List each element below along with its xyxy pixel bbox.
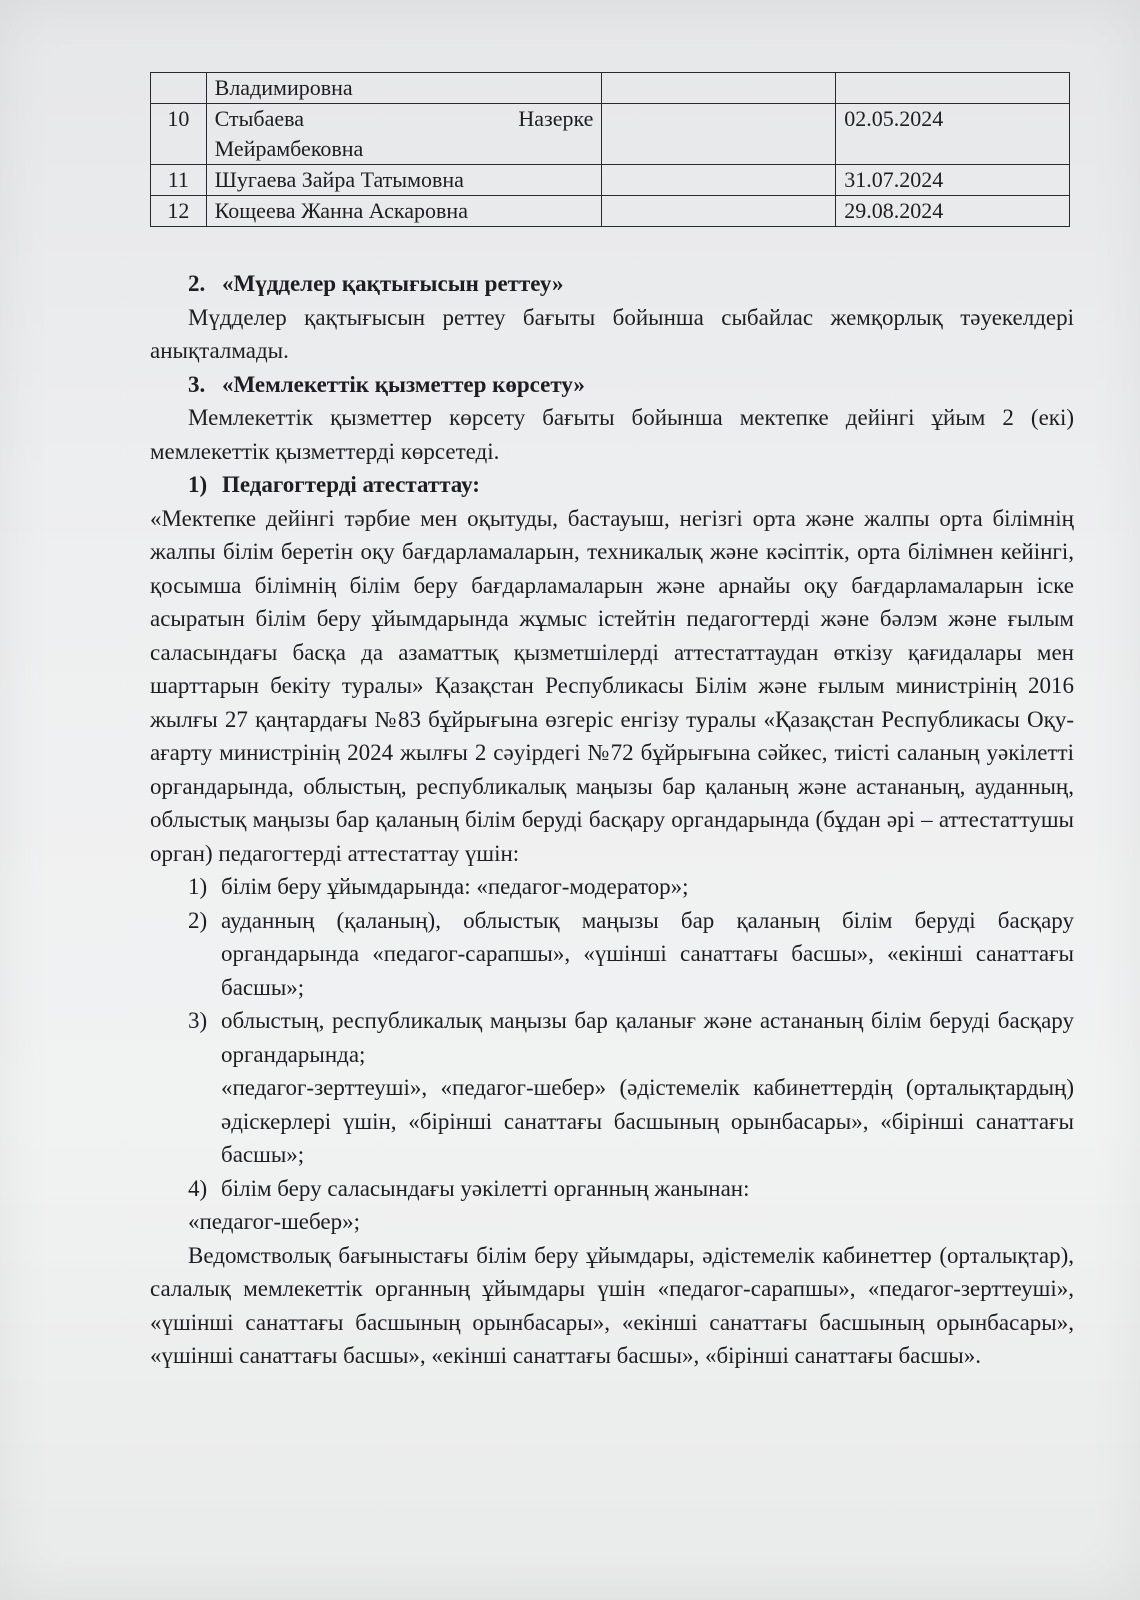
row-name-line: Кощеева Жанна Аскаровна xyxy=(214,198,468,223)
row-number: 12 xyxy=(151,196,207,227)
list-marker: 2) xyxy=(188,907,208,933)
row-empty-cell xyxy=(602,165,836,196)
list-marker: 4) xyxy=(188,1175,208,1201)
section-2-heading xyxy=(150,267,1074,301)
list-text: ауданның (қаланың), облыстық маңызы бар қаланың білім беруді басқару органдарында «педагог-сарапшы», «үшінші санаттағы басшы», «екінші санаттағы басшы»; xyxy=(221,907,1074,1000)
row-date: 29.08.2024 xyxy=(836,196,1070,227)
row-date: 02.05.2024 xyxy=(836,104,1070,165)
list-item xyxy=(150,1004,1074,1071)
list-text: білім беру ұйымдарында: «педагог-модератор»; xyxy=(221,874,689,899)
row-name xyxy=(206,196,602,227)
list-text: облыстың, республикалық маңызы бар қаланығ және астананың білім беруді басқару органдарында; xyxy=(221,1008,1074,1067)
row-empty-cell xyxy=(602,196,836,227)
row-name xyxy=(206,73,602,104)
attestation-list xyxy=(150,870,1074,1071)
row-name-line: Шугаева Зайра Татымовна xyxy=(214,167,464,192)
list-item xyxy=(150,904,1074,1005)
list-marker: 1) xyxy=(188,874,208,899)
table-row xyxy=(151,104,1070,165)
row-empty-cell xyxy=(602,73,836,104)
row-name-line xyxy=(215,104,594,134)
subsection-title: Педагогтерді атестаттау: xyxy=(222,472,480,497)
row-name xyxy=(206,165,602,196)
table-row xyxy=(151,165,1070,196)
table-row xyxy=(151,73,1070,104)
page-content xyxy=(150,72,1074,1373)
row-number xyxy=(151,73,207,104)
surname: Стыбаева xyxy=(214,106,305,131)
section-3-body: Мемлекеттік қызметтер көрсету бағыты бойынша мектепке дейінгі ұйым 2 (екі) мемлекеттік қызметтерді көрсетеді. xyxy=(150,405,1074,464)
subsection-1-heading xyxy=(150,468,1074,502)
list-item xyxy=(150,1172,1074,1206)
list-marker: 3) xyxy=(188,1008,208,1033)
section-title: «Мемлекеттік қызметтер көрсету» xyxy=(222,371,585,397)
list-item-4-continuation: «педагог-шебер»; xyxy=(188,1209,360,1234)
subsection-number: 1) xyxy=(188,472,208,497)
section-number: 2. xyxy=(188,271,206,296)
patronymic: Мейрамбековна xyxy=(214,136,364,161)
closing-paragraph: Ведомстволық бағыныстағы білім беру ұйымдары, әдістемелік кабинеттер (орталықтар), салалық мемлекеттік органның ұйымдары үшін «педагог-сарапшы», «педагог-зерттеуші», «үшінші санаттағы басшының орынбасары», «екінші санаттағы басшының орынбасары», «үшінші санаттағы басшы», «екінші санаттағы басшы», «бірінші санаттағы басшы». xyxy=(150,1242,1074,1368)
row-name-line: Владимировна xyxy=(214,75,353,100)
row-date xyxy=(836,73,1070,104)
section-2-body: Мүдделер қақтығысын реттеу бағыты бойынша сыбайлас жемқорлық тәуекелдері анықталмады. xyxy=(150,304,1074,363)
attestation-list-item-4 xyxy=(150,1172,1074,1206)
document-body xyxy=(150,267,1074,1373)
table-row xyxy=(151,196,1070,227)
row-empty-cell xyxy=(602,104,836,165)
row-number: 11 xyxy=(151,165,207,196)
row-name xyxy=(206,104,602,165)
staff-table xyxy=(150,72,1070,227)
row-number: 10 xyxy=(151,104,207,165)
given-name: Назерке xyxy=(518,106,594,131)
list-item-3-continuation: «педагог-зерттеуші», «педагог-шебер» (әдістемелік кабинеттердің (орталықтардың) әдіскерлері үшін, «бірінші санаттағы басшының орынбасары», «бірінші санаттағы басшы»; xyxy=(221,1075,1074,1167)
row-date: 31.07.2024 xyxy=(836,165,1070,196)
section-3-heading xyxy=(150,368,1074,402)
section-title: «Мүдделер қақтығысын реттеу» xyxy=(222,271,564,296)
subsection-1-body: «Мектепке дейінгі тәрбие мен оқытуды, бастауыш, негізгі орта және жалпы орта білімнің жалпы білім беретін оқу бағдарламаларын, техникалық және кәсіптік, орта білімнен кейінгі, қосымша білімнің білім беру бағдарламаларын және арнайы оқу бағдарламаларын іске асыратын білім беру ұйымдарында жұмыс істейтін педагогтерді және бәлэм және ғылым саласындағы басқа да азаматтық қызметшілерді аттестаттаудан өткізу қағидалары мен шарттарын бекіту туралы» Қазақстан Республикасы Білім және ғылым министрінің 2016 жылғы 27 қаңтардағы №83 бұйрығына өзгеріс енгізу туралы «Қазақстан Республикасы Оқу-ағарту министрінің 2024 жылғы 2 сәуірдегі №72 бұйрығына сәйкес, тиісті саланың уәкілетті органдарында, облыстың, республикалық маңызы бар қаланың және астананың, ауданның, облыстық маңызы бар қаланың білім беруді басқару органдарында (бұдан әрі – аттестаттушы орган) педагогтерді аттестаттау үшін: xyxy=(150,505,1074,866)
section-number: 3. xyxy=(188,371,206,397)
list-item xyxy=(150,870,1074,904)
list-text: білім беру саласындағы уәкілетті органның жанынан: xyxy=(221,1175,750,1201)
